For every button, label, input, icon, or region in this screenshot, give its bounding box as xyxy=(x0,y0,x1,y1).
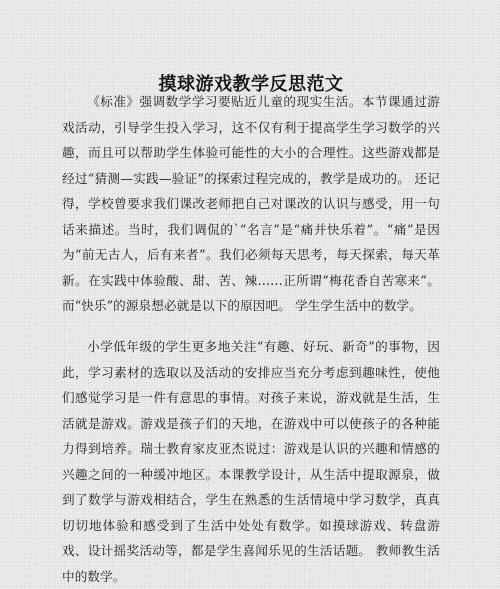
paragraph: 《标准》强调数学学习要贴近儿童的现实生活。本节课通过游戏活动，引导学生投入学习，这不仅有利于提高学生学习数学的兴趣，而且可以帮助学生体验可能性的大小的合理性。这些游戏都是经过“猜测—实践—验证”的探索过程完成的，教学是成功的。 还记得，学校曾要求我们课改老师把自己对课改的认识与感受，用一句话来描述。当时，我们调侃的`“名言”是“痛并快乐着”。“痛”是因为“前无古人，后有来者”。我们必须每天思考，每天探索，每天革新。在实践中体验酸、甜、苦、辣……正所谓“梅花香自苦寒来”。而“快乐”的源泉想必就是以下的原因吧。 学生学生活中的数学。 xyxy=(62,94,440,313)
paragraph: 小学低年级的学生更多地关注“有趣、好玩、新奇”的事物，因此，学习素材的选取以及活动的安排应当充分考虑到趣味性，使他们感觉学习是一件有意思的事情。对孩子来说，游戏就是生活，生活就是游戏。游戏是孩子们的天地，在游戏中可以使孩子的各种能力得到培养。瑞士教育家皮亚杰说过：游戏是认识的兴趣和情感的兴趣之间的一种缓冲地区。本课教学设计，从生活中提取源泉，做到了数学与游戏相结合，学生在熟悉的生活情境中学习数学，真真切切地体验和感受到了生活中处处有数学。如摸球游戏、转盘游戏、设计摇奖活动等，都是学生喜闻乐见的生活话题。 教师教生活中的数学。 xyxy=(62,339,440,584)
document-title: 摸球游戏教学反思范文 xyxy=(158,74,344,96)
